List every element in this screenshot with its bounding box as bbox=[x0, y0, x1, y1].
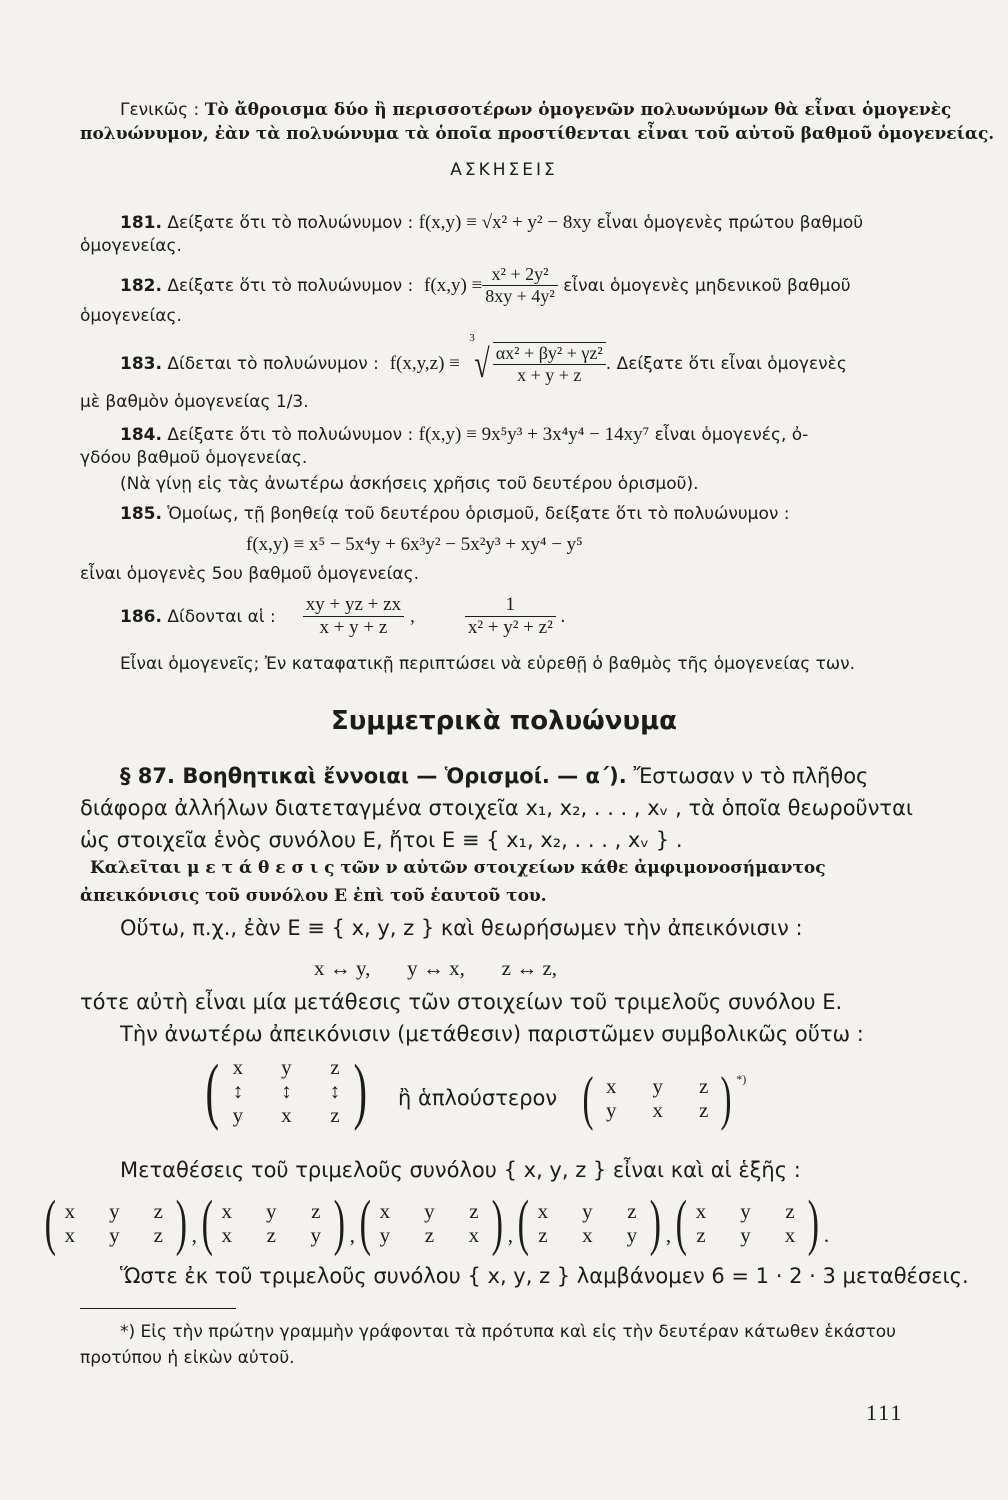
simple-matrix: ( x y y x z z ) *) bbox=[582, 1065, 747, 1131]
paragraph-87-line-3: ὡς στοιχεῖα ἑνὸς συνόλου Ε, ἤτοι Ε ≡ { x₁, x₂, . . . , xᵥ } . bbox=[80, 828, 683, 852]
exercise-183: 183. Δίδεται τὸ πολυώνυμον : f(x,y,z) ≡ 3 √ $\frac{\text{αx² + βy² + γz²}}{x + y + z}$ . Δείξατε ὅτι εἶναι ὁμογενὲς bbox=[120, 331, 847, 386]
root-index: 3 bbox=[469, 331, 475, 344]
exercise-186-question: Εἶναι ὁμογενεῖς; Ἐν καταφατικῇ περιπτώσει νὰ εὑρεθῇ ὁ βαθμὸς τῆς ὁμογενείας των. bbox=[120, 654, 856, 674]
radical-sign: √ bbox=[474, 341, 490, 386]
exercise-185-formula: f(x,y) ≡ x⁵ − 5x⁴y + 6x³y² − 5x²y³ + xy⁴ − y⁵ bbox=[246, 534, 583, 555]
exercise-184-note: (Νὰ γίνῃ εἰς τὰς ἀνωτέρω ἀσκήσεις χρῆσις τοῦ δευτέρου ὁρισμοῦ). bbox=[120, 474, 699, 494]
page-number: 111 bbox=[866, 1400, 904, 1425]
double-arrow-icon: ↕ bbox=[232, 1079, 244, 1103]
exercise-184: 184. Δείξατε ὅτι τὸ πολυώνυμον : f(x,y) ≡ 9x⁵y³ + 3x⁴y⁴ − 14xy⁷ εἶναι ὁμογενές, ὀ- bbox=[120, 424, 809, 445]
exercise-181-cont: ὁμογενείας. bbox=[80, 236, 182, 256]
permutation-matrix: ( x x y z z y ) , bbox=[201, 1189, 355, 1257]
mapping-matrix: ( x ↕ y y ↕ x z ↕ z ) bbox=[205, 1050, 368, 1132]
permutations-row bbox=[40, 1189, 830, 1257]
exercise-184-cont: γδόου βαθμοῦ ὁμογενείας. bbox=[80, 448, 308, 468]
paragraph-87-line-2: διάφορα ἀλλήλων διατεταγμένα στοιχεῖα x₁, x₂, . . . , xᵥ , τὰ ὁποῖα θεωροῦνται bbox=[80, 796, 914, 820]
fraction-183: $\frac{\text{αx² + βy² + γz²}}{x + y + z}$ bbox=[493, 342, 606, 386]
paragraph-87-line-1: § 87. Βοηθητικαὶ ἔννοιαι — Ὁρισμοί. — α΄). Ἔστωσαν ν τὸ πλῆθος bbox=[120, 764, 869, 788]
conclusion-line: Ὥστε ἐκ τοῦ τριμελοῦς συνόλου { x, y, z } λαμβάνομεν 6 = 1 · 2 · 3 μεταθέσεις. bbox=[120, 1264, 969, 1288]
then-line: τότε αὐτὴ εἶναι μία μετάθεσις τῶν στοιχείων τοῦ τριμελοῦς συνόλου Ε. bbox=[80, 990, 843, 1014]
permutation-matrix: ( x y y z z x ) , bbox=[359, 1189, 514, 1257]
footnote-line-1: *) Εἰς τὴν πρώτην γραμμὴν γράφονται τὰ πρότυπα καὶ εἰς τὴν δευτέραν κάτωθεν ἑκάστου bbox=[120, 1322, 897, 1342]
footnote-rule bbox=[80, 1308, 236, 1309]
permutations-intro: Μεταθέσεις τοῦ τριμελοῦς συνόλου { x, y, z } εἶναι καὶ αἱ ἑξῆς : bbox=[120, 1158, 801, 1182]
footnote-marker: *) bbox=[736, 1072, 747, 1086]
example-line: Οὕτω, π.χ., ἐὰν Ε ≡ { x, y, z } καὶ θεωρήσωμεν τὴν ἀπεικόνισιν : bbox=[120, 916, 803, 940]
or-simpler: ἢ ἁπλούστερον bbox=[398, 1086, 558, 1110]
symbolic-line: Τὴν ἀνωτέρω ἀπεικόνισιν (μετάθεσιν) παριστῶμεν συμβολικῶς οὕτω : bbox=[120, 1022, 864, 1046]
exercise-182: 182. Δείξατε ὅτι τὸ πολυώνυμον : f(x,y) ≡ $\frac{\text{x² + 2y²}}{\text{8xy + 4y²}}$ εἶναι ὁμογενὲς μηδενικοῦ βαθμοῦ bbox=[120, 264, 851, 306]
section-title: Συμμετρικὰ πολυώνυμα bbox=[330, 706, 678, 736]
fraction-186-b: $\frac{1}{\text{x² + y² + z²}}$ bbox=[465, 594, 556, 639]
intro-line-1: Γενικῶς : Τὸ ἄθροισμα δύο ἢ περισσοτέρων ὁμογενῶν πολυωνύμων θὰ εἶναι ὁμογενὲς bbox=[120, 100, 952, 120]
exercise-185-cont: εἶναι ὁμογενὲς 5ου βαθμοῦ ὁμογενείας. bbox=[80, 564, 419, 584]
exercise-182-cont: ὁμογενείας. bbox=[80, 306, 182, 326]
intro-line-2: πολυώνυμον, ἐὰν τὰ πολυώνυμα τὰ ὁποῖα προστίθενται εἶναι τοῦ αὐτοῦ βαθμοῦ ὁμογενείας. bbox=[80, 124, 995, 144]
footnote-line-2: προτύπου ἡ εἰκὼν αὐτοῦ. bbox=[80, 1348, 295, 1368]
definition-line-1: Καλεῖται μ ε τ ά θ ε σ ι ς τῶν ν αὐτῶν στοιχείων κάθε ἀμφιμονοσήμαντος bbox=[90, 858, 826, 878]
exercise-183-cont: μὲ βαθμὸν ὁμογενείας 1/3. bbox=[80, 392, 309, 412]
exercise-185: 185. Ὁμοίως, τῇ βοηθείᾳ τοῦ δευτέρου ὁρισμοῦ, δείξατε ὅτι τὸ πολυώνυμον : bbox=[120, 504, 790, 524]
exercise-181: 181. Δείξατε ὅτι τὸ πολυώνυμον : f(x,y) ≡ √x² + y² − 8xy εἶναι ὁμογενὲς πρώτου βαθμοῦ bbox=[120, 212, 864, 233]
permutation-matrix: ( x x y y z z ) , bbox=[44, 1189, 197, 1257]
permutation-matrix: ( x z y y z x ) . bbox=[675, 1189, 830, 1257]
permutation-matrix: ( x z y x z y ) , bbox=[517, 1189, 672, 1257]
fraction-186-a: $\frac{xy + yz + zx}{x + y + z}$ bbox=[303, 594, 404, 639]
mapping-line: x ↔ y, y ↔ x, z ↔ z, bbox=[314, 956, 558, 980]
double-arrow-icon: ↕ bbox=[329, 1079, 341, 1103]
fraction-182: $\frac{\text{x² + 2y²}}{\text{8xy + 4y²}}$ bbox=[482, 264, 558, 307]
double-arrow-icon: ↕ bbox=[281, 1079, 292, 1103]
exercise-186: 186. Δίδονται αἱ : $\frac{xy + yz + zx}{x + y + z}$ , $\frac{1}{\text{x² + y² + z²}}$ . bbox=[120, 594, 566, 638]
definition-line-2: ἀπεικόνισις τοῦ συνόλου Ε ἐπὶ τοῦ ἑαυτοῦ του. bbox=[80, 886, 547, 906]
exercises-title: ΑΣΚΗΣΕΙΣ bbox=[450, 160, 558, 180]
